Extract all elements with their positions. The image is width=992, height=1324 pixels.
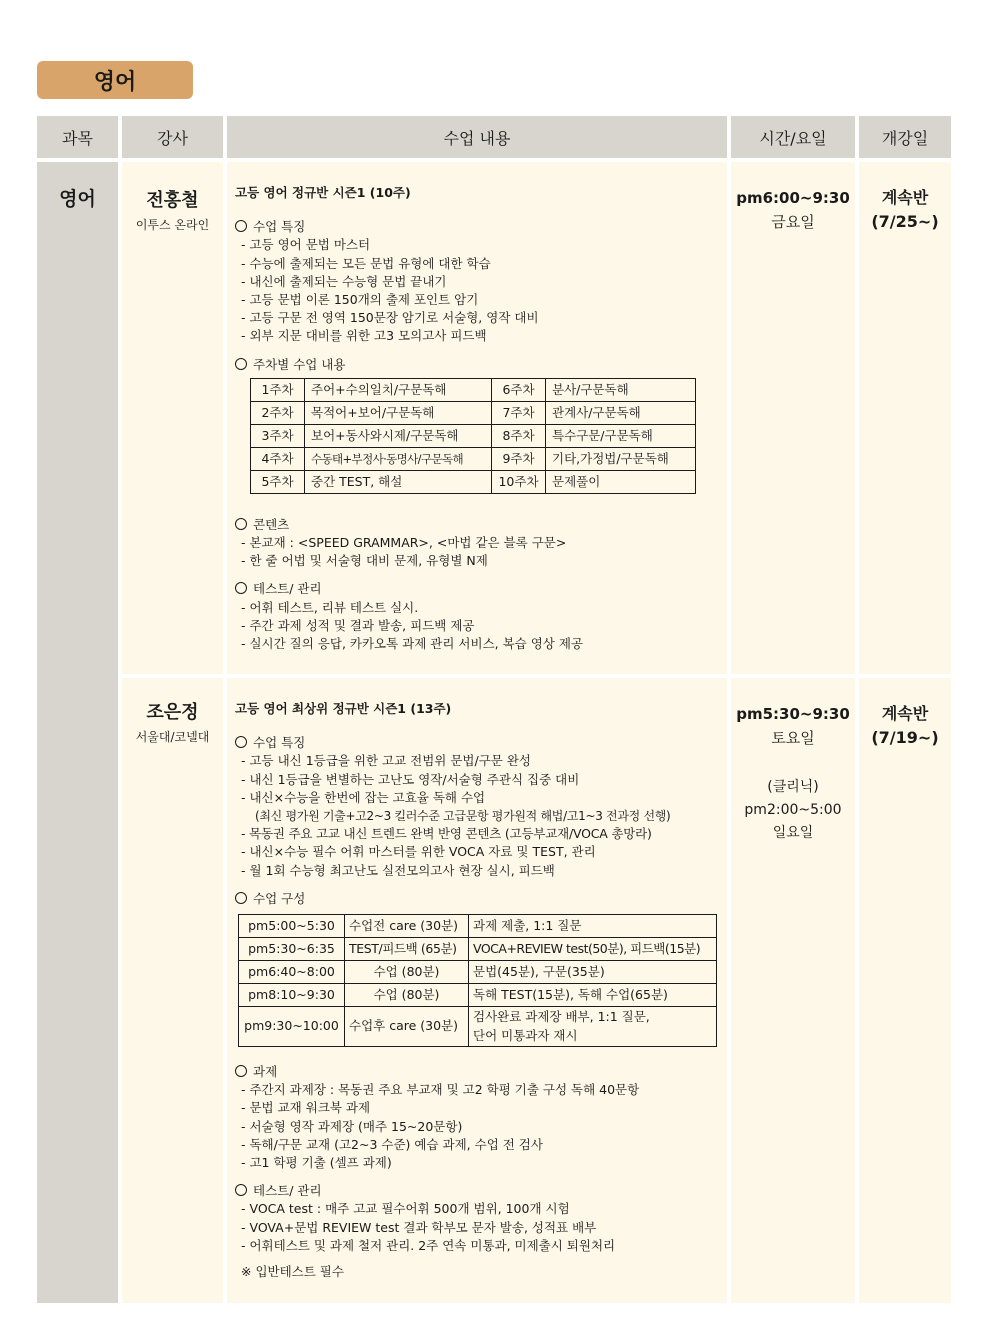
circle-bullet-icon — [235, 1065, 247, 1077]
time-cell-1 — [731, 162, 855, 674]
test-item: - VOCA test : 매주 고교 필수어휘 500개 범위, 100개 시험 — [241, 1201, 570, 1217]
course-title: 고등 영어 최상위 정규반 시즌1 (13주) — [235, 701, 452, 716]
week-label: 7주차 — [492, 401, 546, 424]
circle-bullet-icon — [235, 736, 247, 748]
week-content: 중간 TEST, 해설 — [305, 470, 492, 493]
week-content: 보어+동사와시제/구문독해 — [305, 424, 492, 447]
instructor-name: 조은정 — [146, 702, 199, 723]
schedule-time: pm9:30~10:00 — [239, 1007, 345, 1047]
feature-item: - 외부 지문 대비를 위한 고3 모의고사 피드백 — [241, 328, 487, 344]
homework-item: - 서술형 영작 과제장 (매주 15~20문항) — [241, 1118, 463, 1134]
feature-item: - 내신에 출제되는 수능형 문법 끝내기 — [241, 273, 447, 289]
week-label: 6주차 — [492, 378, 546, 401]
clinic-day: 일요일 — [772, 825, 814, 841]
feature-item: - 내신×수능 필수 어휘 마스터를 위한 VOCA 자료 및 TEST, 관리 — [241, 844, 596, 860]
week-content: 문제풀이 — [546, 470, 696, 493]
content-cell-2 — [227, 678, 727, 1303]
instructor-cell-1 — [122, 162, 223, 674]
feature-item: - 고등 구문 전 영역 150문장 암기로 서술형, 영작 대비 — [241, 310, 539, 326]
table-row — [251, 447, 696, 470]
schedule-type: 수업 (80분) — [345, 984, 469, 1007]
week-label: 9주차 — [492, 447, 546, 470]
instructor-name: 전홍철 — [146, 190, 199, 211]
week-content: 수동태+부정사·동명사/구문독해 — [305, 447, 492, 470]
content-item: - 한 줄 어법 및 서술형 대비 문제, 유형별 N제 — [241, 553, 488, 569]
test-item: - 실시간 질의 응답, 카카오톡 과제 관리 서비스, 복습 영상 제공 — [241, 636, 583, 652]
test-item: - 주간 과제 성적 및 결과 발송, 피드백 제공 — [241, 617, 475, 633]
feature-item: - 내신×수능을 한번에 잡는 고효율 독해 수업 — [241, 789, 486, 805]
class-time: pm6:00~9:30 — [736, 189, 850, 207]
header-content: 수업 내용 — [227, 116, 727, 158]
open-date: (7/19~) — [871, 728, 939, 747]
feature-item: - 고등 영어 문법 마스터 — [241, 237, 371, 253]
schedule-detail-table — [238, 914, 717, 1047]
schedule-type: 수업전 care (30분) — [345, 915, 469, 938]
header-instructor: 강사 — [122, 116, 223, 158]
schedule-detail: 문법(45분), 구문(35분) — [469, 961, 717, 984]
table-row — [251, 378, 696, 401]
feature-item: - 월 1회 수능형 최고난도 실전모의고사 현장 실시, 피드백 — [241, 862, 555, 878]
schedule-detail-line: 검사완료 과제장 배부, 1:1 질문, — [473, 1009, 650, 1025]
open-cell-2 — [859, 678, 951, 1303]
circle-bullet-icon — [235, 358, 247, 370]
time-cell-2 — [731, 678, 855, 1303]
subject-tag: 영어 — [37, 61, 193, 99]
weekly-table — [250, 378, 696, 494]
circle-bullet-icon — [235, 518, 247, 530]
section-features: 수업 특징 — [235, 218, 727, 236]
content-item: - 본교재 : <SPEED GRAMMAR>, <마법 같은 블록 구문> — [241, 535, 567, 551]
schedule-type: 수업후 care (30분) — [345, 1007, 469, 1047]
week-content: 주어+수의일치/구문독해 — [305, 378, 492, 401]
header-time: 시간/요일 — [731, 116, 855, 158]
week-label: 8주차 — [492, 424, 546, 447]
week-label: 5주차 — [251, 470, 305, 493]
section-homework: 과제 — [235, 1063, 727, 1081]
circle-bullet-icon — [235, 220, 247, 232]
week-content: 기타,가정법/구문독해 — [546, 447, 696, 470]
content-cell-1 — [227, 162, 727, 674]
circle-bullet-icon — [235, 892, 247, 904]
feature-item: - 목동권 주요 고교 내신 트렌드 완벽 반영 콘텐츠 (고등부교재/VOCA 총망라) — [241, 826, 652, 842]
week-label: 3주차 — [251, 424, 305, 447]
open-date: (7/25~) — [871, 212, 939, 231]
schedule-time: pm8:10~9:30 — [239, 984, 345, 1007]
test-item: - 어휘테스트 및 과제 철저 관리. 2주 연속 미통과, 미제출시 퇴원처리 — [241, 1237, 616, 1253]
week-content: 관계사/구문독해 — [546, 401, 696, 424]
table-row — [239, 915, 717, 938]
circle-bullet-icon — [235, 582, 247, 594]
feature-item: - 수능에 출제되는 모든 문법 유형에 대한 학습 — [241, 255, 491, 271]
class-day: 토요일 — [771, 729, 815, 747]
feature-item: - 고등 문법 이론 150개의 출제 포인트 암기 — [241, 292, 479, 308]
week-label: 4주차 — [251, 447, 305, 470]
table-row — [251, 401, 696, 424]
feature-item: - 내신 1등급을 변별하는 고난도 영작/서술형 주관식 집중 대비 — [241, 771, 580, 787]
feature-item: - 고등 내신 1등급을 위한 고교 전범위 문법/구문 완성 — [241, 753, 531, 769]
homework-item: - 고1 학평 기출 (셀프 과제) — [241, 1155, 392, 1171]
week-content: 목적어+보어/구문독해 — [305, 401, 492, 424]
instructor-affiliation: 이투스 온라인 — [135, 218, 210, 232]
schedule-time: pm5:00~5:30 — [239, 915, 345, 938]
schedule-type: TEST/피드백 (65분) — [345, 938, 469, 961]
clinic-time: pm2:00~5:00 — [744, 802, 842, 818]
open-type: 계속반 — [881, 188, 929, 207]
section-features: 수업 특징 — [235, 734, 727, 752]
subject-name: 영어 — [59, 188, 96, 210]
schedule-detail-line: 단어 미통과자 재시 — [473, 1027, 578, 1043]
header-open-date: 개강일 — [859, 116, 951, 158]
table-row — [239, 938, 717, 961]
instructor-affiliation: 서울대/코넬대 — [135, 730, 210, 744]
class-time: pm5:30~9:30 — [736, 705, 850, 723]
schedule-time: pm6:40~8:00 — [239, 961, 345, 984]
homework-item: - 독해/구문 교재 (고2~3 수준) 예습 과제, 수업 전 검사 — [241, 1136, 543, 1152]
schedule-detail: 과제 제출, 1:1 질문 — [469, 915, 717, 938]
schedule-type: 수업 (80분) — [345, 961, 469, 984]
homework-item: - 문법 교재 워크북 과제 — [241, 1100, 371, 1116]
section-contents: 콘텐츠 — [235, 516, 727, 534]
week-content: 특수구문/구문독해 — [546, 424, 696, 447]
week-label: 10주차 — [492, 470, 546, 493]
table-row — [239, 984, 717, 1007]
table-row — [239, 961, 717, 984]
table-row — [251, 470, 696, 493]
schedule-time: pm5:30~6:35 — [239, 938, 345, 961]
open-cell-1 — [859, 162, 951, 674]
table-row — [239, 1007, 717, 1047]
week-label: 2주차 — [251, 401, 305, 424]
class-day: 금요일 — [771, 213, 815, 231]
week-label: 1주차 — [251, 378, 305, 401]
section-structure: 수업 구성 — [235, 890, 727, 908]
test-item: - 어휘 테스트, 리뷰 테스트 실시. — [241, 599, 419, 615]
entrance-test-note: ※ 입반테스트 필수 — [241, 1264, 344, 1280]
section-weekly: 주차별 수업 내용 — [235, 356, 727, 374]
schedule-detail — [469, 1007, 717, 1047]
subject-column — [37, 162, 118, 1303]
schedule-detail: 독해 TEST(15분), 독해 수업(65분) — [469, 984, 717, 1007]
table-row — [251, 424, 696, 447]
circle-bullet-icon — [235, 1184, 247, 1196]
open-type: 계속반 — [881, 704, 929, 723]
course-title: 고등 영어 정규반 시즌1 (10주) — [235, 185, 411, 200]
instructor-cell-2 — [122, 678, 223, 1303]
homework-item: - 주간지 과제장 : 목동권 주요 부교재 및 고2 학평 기출 구성 독해 40문항 — [241, 1082, 640, 1098]
clinic-label: (클리닉) — [767, 779, 819, 795]
section-tests: 테스트/ 관리 — [235, 1182, 727, 1200]
week-content: 분사/구문독해 — [546, 378, 696, 401]
test-item: - VOVA+문법 REVIEW test 결과 학부모 문자 발송, 성적표 배부 — [241, 1219, 597, 1235]
header-subject: 과목 — [37, 116, 118, 158]
schedule-detail: VOCA+REVIEW test(50분), 피드백(15분) — [469, 938, 717, 961]
section-tests: 테스트/ 관리 — [235, 580, 727, 598]
feature-subline: (최신 평가원 기출+고2~3 킬러수준 고급문항 평가원적 해법/고1~3 전과정 선행) — [255, 809, 671, 824]
